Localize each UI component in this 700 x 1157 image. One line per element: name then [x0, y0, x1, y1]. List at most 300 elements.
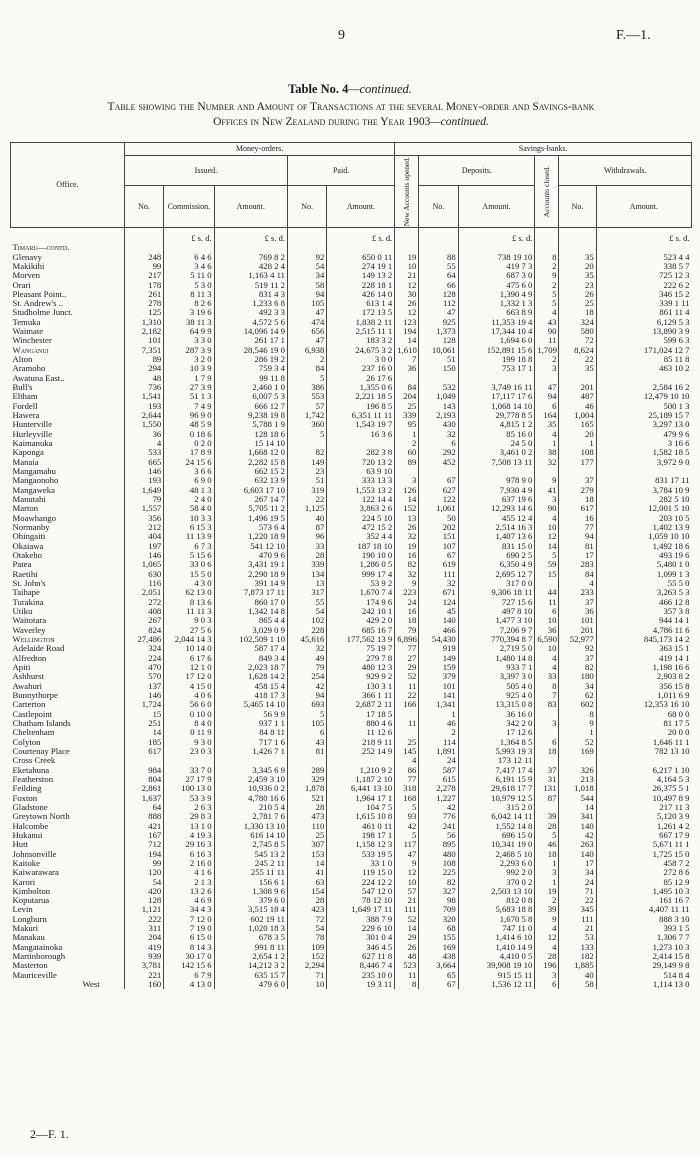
commission-cell: 3 2 0: [164, 355, 214, 364]
paid-no-cell: 254: [287, 672, 326, 681]
commission-cell: 15 5 0: [164, 570, 214, 579]
withdrawals-amount-cell: 161 16 7: [596, 896, 691, 905]
accounts-closed-cell: 31: [535, 775, 559, 784]
new-accounts-cell: 18: [395, 616, 419, 625]
accounts-closed-cell: 3: [535, 868, 559, 877]
paid-amount-cell: 1,187 2 10: [327, 775, 395, 784]
deposits-amount-cell: 36 16 0: [458, 710, 535, 719]
paid-no-cell: 6,938: [287, 346, 326, 355]
paid-no-cell: 33: [287, 542, 326, 551]
commission-cell: 4 13 0: [164, 980, 214, 989]
paid-amount-cell: 366 1 11: [327, 691, 395, 700]
paid-amount-cell: 224 5 10: [327, 514, 395, 523]
deposits-amount-cell: 317 0 0: [458, 579, 535, 588]
deposits-no-cell: 2: [419, 728, 458, 737]
office-cell: St. John's: [12, 579, 46, 588]
paid-no-cell: 22: [287, 495, 326, 504]
issued-amount-cell: 1,668 12 0: [214, 448, 287, 457]
issued-amount-cell: 5,788 1 9: [214, 420, 287, 429]
table-caption: Table showing the Number and Amount of Transactions at the several Money-order and Savings-bank Offices in New Zealand during the Year 1903—continued.: [107, 101, 595, 128]
deposits-no-cell: 32: [419, 430, 458, 439]
deposits-no-cell: 124: [419, 598, 458, 607]
table-row: [11, 532, 692, 541]
paid-amount-cell: 1,210 9 2: [327, 766, 395, 775]
table-row: [11, 691, 692, 700]
paid-no-cell: 84: [287, 364, 326, 373]
withdrawals-amount-cell: 1,492 18 6: [596, 542, 691, 551]
deposits-no-cell: 143: [419, 402, 458, 411]
issued-no-cell: 48: [124, 374, 163, 383]
withdrawals-no-cell: 20: [559, 262, 596, 271]
withdrawals-amount-cell: 217 11 3: [596, 803, 691, 812]
new-accounts-cell: 6,896: [395, 635, 419, 644]
new-accounts-cell: 194: [395, 327, 419, 336]
deposits-no-cell: 327: [419, 887, 458, 896]
office-cell: Cheltenham: [12, 728, 55, 738]
withdrawals-no-cell: 345: [559, 905, 596, 914]
commission-cell: 9 3 0: [164, 738, 214, 747]
issued-no-cell: 939: [124, 952, 163, 961]
office-cell: Awahuri: [12, 681, 43, 691]
paid-amount-cell: 78 12 10: [327, 896, 395, 905]
paid-amount-cell: 63 9 10: [327, 467, 395, 476]
deposits-no-cell: 42: [419, 803, 458, 812]
new-accounts-cell: 11: [395, 971, 419, 980]
accounts-closed-cell: 39: [535, 812, 559, 821]
withdrawals-no-cell: 24: [559, 878, 596, 887]
issued-amount-cell: 2,023 18 7: [214, 663, 287, 672]
accounts-closed-cell: 18: [535, 850, 559, 859]
accounts-closed-cell: 41: [535, 486, 559, 495]
office-cell: Alton: [12, 355, 33, 365]
paid-amount-cell: 685 16 7: [327, 626, 395, 635]
issued-amount-cell: 156 6 1: [214, 878, 287, 887]
issued-no-cell: 2,051: [124, 588, 163, 597]
withdrawals-amount-cell: 3,263 5 3: [596, 588, 691, 597]
paid-amount-cell: 627 11 8: [327, 952, 395, 961]
commission-cell: 3 4 6: [164, 262, 214, 271]
withdrawals-no-cell: 326: [559, 766, 596, 775]
paid-no-cell: 423: [287, 905, 326, 914]
deposits-no-cell: 128: [419, 336, 458, 345]
paid-amount-cell: 149 13 2: [327, 271, 395, 280]
deposits-amount-cell: 4,410 0 5: [458, 952, 535, 961]
paid-no-cell: 28: [287, 803, 326, 812]
deposits-no-cell: 379: [419, 672, 458, 681]
withdrawals-no-cell: 42: [559, 831, 596, 840]
issued-no-cell: 404: [124, 532, 163, 541]
deposits-no-cell: 56: [419, 831, 458, 840]
withdrawals-no-cell: 25: [559, 299, 596, 308]
withdrawals-amount-cell: 1,725 15 0: [596, 850, 691, 859]
withdrawals-amount-cell: 1,261 4 2: [596, 822, 691, 831]
deposits-amount-cell: 637 19 6: [458, 495, 535, 504]
issued-no-cell: 36: [124, 430, 163, 439]
paid-amount-cell: 1,964 17 1: [327, 794, 395, 803]
issued-no-cell: 311: [124, 924, 163, 933]
deposits-no-cell: 159: [419, 663, 458, 672]
issued-no-cell: 251: [124, 719, 163, 728]
commission-cell: 13 1 0: [164, 822, 214, 831]
office-cell: Mangaweka: [12, 485, 55, 495]
office-cell: Hutt: [12, 840, 28, 850]
accounts-closed-cell: 3: [535, 971, 559, 980]
table-row: [11, 663, 692, 672]
deposits-amount-cell: 85 16 0: [458, 430, 535, 439]
issued-no-header: No.: [124, 186, 163, 228]
deposits-amount-cell: 2,468 5 10: [458, 850, 535, 859]
withdrawals-amount-cell: 725 12 3: [596, 271, 691, 280]
withdrawals-amount-cell: 68 0 0: [596, 710, 691, 719]
paid-amount-cell: 472 15 2: [327, 523, 395, 532]
paid-no-cell: 43: [287, 738, 326, 747]
issued-amount-cell: 662 15 2: [214, 467, 287, 476]
paid-amount-cell: 252 14 9: [327, 747, 395, 756]
new-accounts-cell: 21: [395, 896, 419, 905]
deposits-amount-cell: 173 12 11: [458, 756, 535, 765]
new-accounts-cell: 26: [395, 943, 419, 952]
paid-no-cell: [287, 243, 326, 252]
accounts-closed-cell: 94: [535, 392, 559, 401]
new-accounts-cell: 52: [395, 672, 419, 681]
paid-no-cell: 94: [287, 691, 326, 700]
paid-amount-cell: 1,553 13 2: [327, 486, 395, 495]
paid-no-cell: 6: [287, 728, 326, 737]
paid-no-cell: 49: [287, 654, 326, 663]
new-accounts-cell: 36: [395, 364, 419, 373]
paid-no-cell: 152: [287, 952, 326, 961]
issued-no-cell: 1,541: [124, 392, 163, 401]
paid-no-cell: 78: [287, 933, 326, 942]
withdrawals-no-cell: 324: [559, 318, 596, 327]
paid-no-cell: 228: [287, 626, 326, 635]
issued-amount-cell: 831 4 3: [214, 290, 287, 299]
paid-no-cell: 693: [287, 700, 326, 709]
deposits-no-cell: 225: [419, 868, 458, 877]
withdrawals-no-cell: 46: [559, 402, 596, 411]
paid-amount-cell: 2,221 18 5: [327, 392, 395, 401]
office-cell: Colyton: [12, 737, 41, 747]
paid-no-cell: 72: [287, 915, 326, 924]
office-cell: Masterton: [12, 961, 48, 971]
paid-amount-cell: 224 12 2: [327, 878, 395, 887]
commission-cell: 30 17 0: [164, 952, 214, 961]
deposits-no-cell: 155: [419, 933, 458, 942]
paid-no-cell: 521: [287, 794, 326, 803]
withdrawals-no-cell: 17: [559, 551, 596, 560]
issued-no-cell: 470: [124, 663, 163, 672]
commission-cell: 4 3 0: [164, 579, 214, 588]
issued-amount-cell: 428 2 4: [214, 262, 287, 271]
issued-amount-cell: 9,238 19 8: [214, 411, 287, 420]
paid-no-cell: 47: [287, 308, 326, 317]
deposits-amount-cell: 831 15 0: [458, 542, 535, 551]
issued-amount-cell: 391 14 9: [214, 579, 287, 588]
new-accounts-cell: 84: [395, 383, 419, 392]
withdrawals-amount-cell: 1,495 10 3: [596, 887, 691, 896]
accounts-closed-cell: 83: [535, 700, 559, 709]
deposits-amount-cell: 690 2 5: [458, 551, 535, 560]
office-cell: Utiku: [12, 606, 33, 616]
accounts-closed-cell: 19: [535, 887, 559, 896]
withdrawals-no-cell: 92: [559, 644, 596, 653]
commission-cell: 33 7 0: [164, 766, 214, 775]
new-accounts-cell: 32: [395, 532, 419, 541]
table-row: [11, 896, 692, 905]
issued-amount-cell: 10,936 0 2: [214, 784, 287, 793]
table-row: [11, 878, 692, 887]
commission-cell: 6 15 0: [164, 933, 214, 942]
issued-amount-cell: 769 8 2: [214, 253, 287, 262]
withdrawals-no-cell: 26: [559, 290, 596, 299]
withdrawals-amount-cell: 29,149 9 8: [596, 961, 691, 970]
paid-amount-cell: 119 15 0: [327, 868, 395, 877]
issued-no-cell: 665: [124, 458, 163, 467]
office-cell: St. Andrew's ..: [12, 299, 64, 309]
new-accounts-cell: [395, 243, 419, 252]
withdrawals-no-cell: 617: [559, 504, 596, 513]
commission-cell: 6 17 6: [164, 654, 214, 663]
issued-amount-cell: 2,745 8 5: [214, 840, 287, 849]
withdrawals-no-cell: 34: [559, 868, 596, 877]
commission-cell: 8 11 3: [164, 290, 214, 299]
issued-amount-cell: [214, 243, 287, 252]
issued-amount-cell: 2,290 18 9: [214, 570, 287, 579]
withdrawals-no-cell: 133: [559, 943, 596, 952]
issued-amount-cell: 4,780 16 6: [214, 794, 287, 803]
commission-cell: 3 3 0: [164, 336, 214, 345]
deposits-amount-cell: 5,993 19 3: [458, 747, 535, 756]
table-row: [11, 504, 692, 513]
deposits-no-cell: 64: [419, 271, 458, 280]
paid-amount-cell: 16 3 6: [327, 430, 395, 439]
accounts-closed-cell: 33: [535, 672, 559, 681]
paid-amount-cell: 547 12 0: [327, 887, 395, 896]
issued-no-cell: 160: [124, 980, 163, 989]
paid-no-cell: 34: [287, 271, 326, 280]
issued-no-cell: 14: [124, 728, 163, 737]
table-row: [11, 392, 692, 401]
table-row: [11, 943, 692, 952]
withdrawals-amount-cell: 861 11 4: [596, 308, 691, 317]
paid-no-cell: [287, 439, 326, 448]
withdrawals-no-cell: 37: [559, 598, 596, 607]
withdrawals-amount-cell: 782 13 10: [596, 747, 691, 756]
withdrawals-amount-cell: 845,173 14 2: [596, 635, 691, 644]
paid-amount-cell: 426 14 0: [327, 290, 395, 299]
paid-amount-cell: 183 3 2: [327, 336, 395, 345]
withdrawals-amount-cell: 338 5 7: [596, 262, 691, 271]
accounts-closed-cell: 11: [535, 336, 559, 345]
table-row: [11, 318, 692, 327]
deposits-no-cell: 2,278: [419, 784, 458, 793]
deposits-amount-cell: 2,514 16 3: [458, 523, 535, 532]
accounts-closed-cell: 12: [535, 933, 559, 942]
units-row: [11, 234, 692, 243]
issued-amount-cell: 849 3 4: [214, 654, 287, 663]
deposits-no-cell: 466: [419, 626, 458, 635]
paid-amount-cell: 613 1 4: [327, 299, 395, 308]
withdrawals-amount-cell: 363 15 1: [596, 644, 691, 653]
withdrawals-no-cell: 544: [559, 794, 596, 803]
new-accounts-cell: 7: [395, 355, 419, 364]
accounts-closed-cell: 8: [535, 682, 559, 691]
new-accounts-cell: 12: [395, 308, 419, 317]
paid-amount-cell: 11 12 6: [327, 728, 395, 737]
new-accounts-cell: 204: [395, 392, 419, 401]
paid-no-cell: 149: [287, 458, 326, 467]
page-number: 9: [338, 28, 345, 43]
office-cell: Castlepoint: [12, 709, 53, 719]
issued-no-cell: 419: [124, 943, 163, 952]
deposits-no-cell: 55: [419, 262, 458, 271]
issued-no-cell: 1,557: [124, 504, 163, 513]
accounts-closed-cell: [535, 728, 559, 737]
deposits-no-cell: 67: [419, 476, 458, 485]
issued-no-cell: 99: [124, 859, 163, 868]
withdrawals-amount-header: Amount.: [596, 186, 691, 228]
issued-no-cell: 128: [124, 896, 163, 905]
issued-amount-cell: 56 9 9: [214, 710, 287, 719]
paid-no-cell: [287, 756, 326, 765]
deposits-no-cell: 776: [419, 812, 458, 821]
deposits-no-cell: 241: [419, 822, 458, 831]
deposits-amount-cell: 1,364 8 5: [458, 738, 535, 747]
accounts-closed-cell: 4: [535, 924, 559, 933]
paid-amount-cell: 429 2 0: [327, 616, 395, 625]
issued-no-cell: 79: [124, 495, 163, 504]
paid-amount-cell: 229 6 10: [327, 924, 395, 933]
paid-no-cell: 2: [287, 355, 326, 364]
new-accounts-cell: 47: [395, 850, 419, 859]
issued-amount-cell: 6,603 17 10: [214, 486, 287, 495]
commission-cell: 17 8 9: [164, 448, 214, 457]
commission-cell: 53 3 9: [164, 794, 214, 803]
issued-amount-cell: 7,873 17 11: [214, 588, 287, 597]
paid-amount-cell: 8,446 7 4: [327, 961, 395, 970]
new-accounts-cell: 77: [395, 775, 419, 784]
paid-amount-cell: [327, 756, 395, 765]
accounts-closed-cell: 9: [535, 271, 559, 280]
issued-amount-cell: 458 15 4: [214, 682, 287, 691]
office-cell: Makikihi: [12, 261, 45, 271]
commission-cell: 11 11 3: [164, 607, 214, 616]
withdrawals-amount-cell: [596, 374, 691, 383]
paid-amount-cell: 274 19 1: [327, 262, 395, 271]
withdrawals-no-cell: 40: [559, 971, 596, 980]
office-cell: West: [82, 980, 100, 990]
issued-amount-cell: 14,096 14 9: [214, 327, 287, 336]
issued-no-cell: 185: [124, 738, 163, 747]
paid-amount-cell: 301 0 4: [327, 933, 395, 942]
commission-cell: 6 16 3: [164, 850, 214, 859]
office-cell: Hurleyville: [12, 429, 53, 439]
issued-no-cell: 533: [124, 448, 163, 457]
new-accounts-cell: 26: [395, 299, 419, 308]
new-accounts-cell: 9: [395, 579, 419, 588]
paid-amount-cell: 237 16 0: [327, 364, 395, 373]
issued-no-cell: 217: [124, 271, 163, 280]
issued-amount-cell: 128 18 6: [214, 430, 287, 439]
deposits-no-cell: 108: [419, 859, 458, 868]
issued-no-cell: 194: [124, 850, 163, 859]
issued-amount-cell: 519 11 2: [214, 281, 287, 290]
office-cell: Manakau: [12, 933, 45, 943]
deposits-amount-cell: 3,397 3 0: [458, 672, 535, 681]
office-cell: Wanganui: [12, 345, 49, 355]
issued-no-cell: 137: [124, 682, 163, 691]
new-accounts-cell: [395, 728, 419, 737]
withdrawals-amount-cell: 20 0 0: [596, 728, 691, 737]
issued-amount-cell: 632 13 9: [214, 476, 287, 485]
office-cell: Longburn: [12, 914, 47, 924]
deposits-no-cell: 671: [419, 588, 458, 597]
commission-cell: 11 13 9: [164, 532, 214, 541]
accounts-closed-cell: 46: [535, 840, 559, 849]
paid-amount-cell: 3,863 2 6: [327, 504, 395, 513]
deposits-no-cell: 46: [419, 719, 458, 728]
paid-amount-cell: 480 12 3: [327, 663, 395, 672]
issued-no-cell: 356: [124, 514, 163, 523]
withdrawals-no-cell: 279: [559, 486, 596, 495]
withdrawals-no-cell: 14: [559, 803, 596, 812]
office-cell: Taihape: [12, 588, 40, 598]
table-row: [11, 560, 692, 569]
withdrawals-amount-cell: 1,059 10 10: [596, 532, 691, 541]
deposits-amount-cell: 1,694 6 0: [458, 336, 535, 345]
issued-amount-cell: 2,459 3 10: [214, 775, 287, 784]
deposits-no-cell: 1: [419, 710, 458, 719]
table-row: [11, 253, 692, 262]
table-row: [11, 635, 692, 644]
deposits-no-cell: 66: [419, 281, 458, 290]
accounts-closed-cell: 1: [535, 439, 559, 448]
withdrawals-no-cell: 81: [559, 542, 596, 551]
withdrawals-amount-cell: 10,497 8 9: [596, 794, 691, 803]
deposits-amount-cell: [458, 243, 535, 252]
accounts-closed-cell: 196: [535, 961, 559, 970]
withdrawals-no-cell: 111: [559, 915, 596, 924]
paid-amount-cell: 388 7 9: [327, 915, 395, 924]
new-accounts-cell: 22: [395, 691, 419, 700]
issued-amount-cell: 210 5 4: [214, 803, 287, 812]
paid-no-cell: 1,742: [287, 411, 326, 420]
new-accounts-cell: 1: [395, 430, 419, 439]
table-row: [11, 905, 692, 914]
deposits-no-cell: 101: [419, 682, 458, 691]
new-accounts-cell: 29: [395, 933, 419, 942]
issued-no-cell: 1,724: [124, 700, 163, 709]
deposits-no-cell: 10,061: [419, 346, 458, 355]
new-accounts-cell: 4: [395, 756, 419, 765]
paid-amount-cell: 26 17 6: [327, 374, 395, 383]
commission-cell: 48 1 3: [164, 486, 214, 495]
deposits-no-cell: 50: [419, 514, 458, 523]
issued-amount-cell: 3,029 0 9: [214, 626, 287, 635]
table-row: [11, 458, 692, 467]
paid-no-cell: 553: [287, 392, 326, 401]
table-row: [11, 850, 692, 859]
paid-no-cell: 94: [287, 290, 326, 299]
withdrawals-no-cell: 1,018: [559, 784, 596, 793]
table-row: [11, 784, 692, 793]
table-row: [11, 430, 692, 439]
table-row: [11, 952, 692, 961]
withdrawals-no-cell: 1: [559, 439, 596, 448]
issued-no-cell: 89: [124, 355, 163, 364]
withdrawals-no-cell: 201: [559, 383, 596, 392]
withdrawals-amount-cell: 4,786 11 6: [596, 626, 691, 635]
